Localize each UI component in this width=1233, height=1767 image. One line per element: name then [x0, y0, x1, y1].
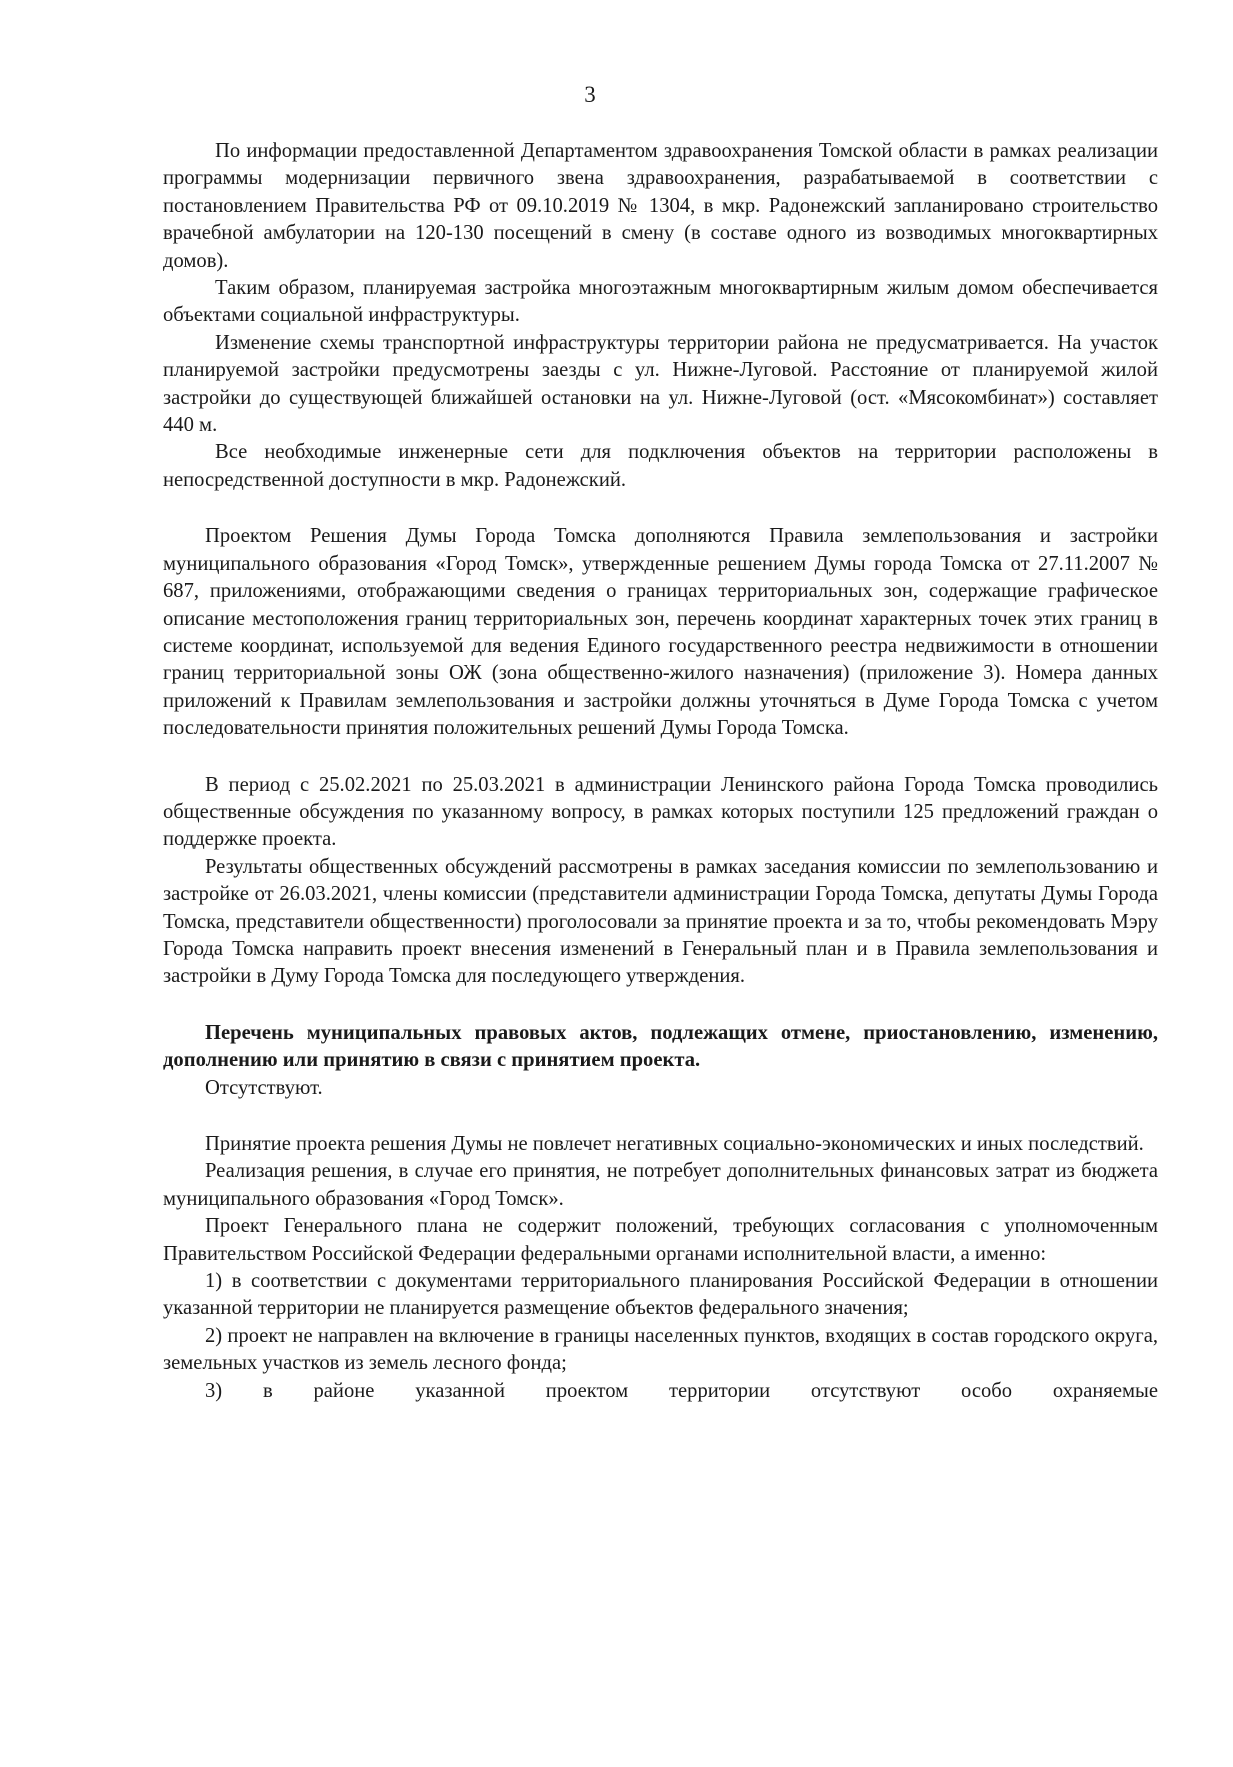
- paragraph-healthcare: По информации предоставленной Департаментом здравоохранения Томской области в рамках реализации программы модернизации первичного звена здравоохранения, разрабатываемой в соответствии с постановлением Правительства РФ от 09.10.2019 № 1304, в мкр. Радонежский запланировано строительство врачебной амбулатории на 120-130 посещений в смену (в составе одного из возводимых многоквартирных домов).: [163, 140, 1158, 272]
- paragraph-no-financial-costs: Реализация решения, в случае его принятия, не потребует дополнительных финансовых затрат из бюджета муниципального образования «Город Томск».: [163, 1160, 1158, 1210]
- spacer: [163, 743, 1158, 772]
- paragraph-social-infrastructure: Таким образом, планируемая застройка многоэтажным многоквартирным жилым домом обеспечивается объектами социальной инфраструктуры.: [163, 277, 1158, 327]
- section-heading-legal-acts: Перечень муниципальных правовых актов, подлежащих отмене, приостановлению, изменению, дополнению или принятию в связи с принятием проекта.: [163, 1021, 1158, 1072]
- spacer: [163, 991, 1158, 1020]
- paragraph-zoning-rules: Проектом Решения Думы Города Томска дополняются Правила землепользования и застройки муниципального образования «Город Томск», утвержденные решением Думы города Томска от 27.11.2007 № 687, приложениями, отображающими сведения о границах территориальных зон, содержащие графическое описание местоположения границ территориальных зон, перечень координат характерных точек этих границ в системе координат, используемой для ведения Единого государственного реестра недвижимости в отношении границ территориальной зоны ОЖ (зона общественно-жилого назначения) (приложение 3). Номера данных приложений к Правилам землепользования и застройки должны уточняться в Думе Города Томска с учетом последовательности принятия положительных решений Думы Города Томска.: [163, 525, 1158, 740]
- paragraph-absent: Отсутствуют.: [205, 1076, 323, 1099]
- paragraph-commission-results: Результаты общественных обсуждений рассмотрены в рамках заседания комиссии по землепользованию и застройке от 26.03.2021, члены комиссии (представители администрации Города Томска, депутаты Думы Города Томска, представители общественности) проголосовали за принятие проекта и за то, чтобы рекомендовать Мэру Города Томска направить проект внесения изменений в Генеральный план и в Правила землепользования и застройки в Думу Города Томска для последующего утверждения.: [163, 855, 1158, 988]
- document-body: [163, 138, 1158, 1405]
- paragraph-no-negative-consequences: Принятие проекта решения Думы не повлечет негативных социально-экономических и иных последствий.: [205, 1133, 1144, 1155]
- paragraph-transport: Изменение схемы транспортной инфраструктуры территории района не предусматривается. На участок планируемой застройки предусмотрены заезды с ул. Нижне-Луговой. Расстояние от планируемой жилой застройки до существующей ближайшей остановки на ул. Нижне-Луговой (ост. «Мясокомбинат») составляет 440 м.: [163, 331, 1158, 437]
- paragraph-engineering-networks: Все необходимые инженерные сети для подключения объектов на территории расположены в непосредственной доступности в мкр. Радонежский.: [163, 441, 1158, 491]
- list-item-1: 1) в соответствии с документами территориального планирования Российской Федерации в отношении указанной территории не планируется размещение объектов федерального значения;: [163, 1270, 1158, 1320]
- paragraph-public-discussions: В период с 25.02.2021 по 25.03.2021 в администрации Ленинского района Города Томска проводились общественные обсуждения по указанному вопросу, в рамках которых поступили 125 предложений граждан о поддержке проекта.: [163, 773, 1158, 851]
- list-item-3: 3) в районе указанной проектом территории отсутствуют особо охраняемые: [205, 1379, 1158, 1402]
- spacer: [163, 494, 1158, 523]
- paragraph-general-plan-approval: Проект Генерального плана не содержит положений, требующих согласования с уполномоченным Правительством Российской Федерации федеральными органами исполнительной власти, а именно:: [163, 1215, 1158, 1265]
- spacer: [163, 1102, 1158, 1131]
- list-item-2: 2) проект не направлен на включение в границы населенных пунктов, входящих в состав городского округа, земельных участков из земель лесного фонда;: [163, 1324, 1158, 1375]
- page-number: 3: [584, 82, 596, 107]
